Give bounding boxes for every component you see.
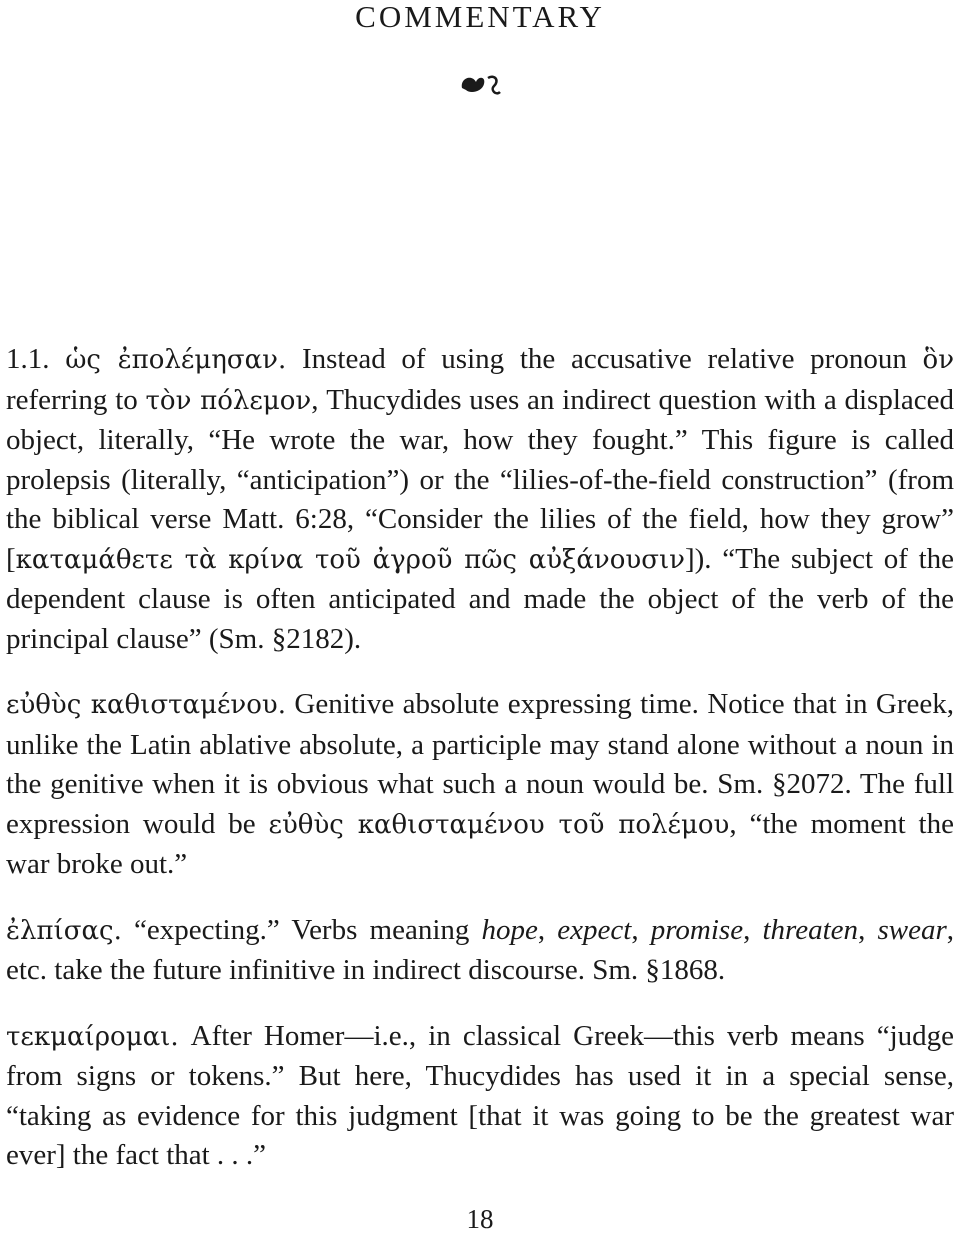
lemma: τεκμαίρομαι. bbox=[6, 1021, 179, 1052]
commentary-text: Genitive absolute expressing time. Notice that in Greek, unlike the Latin ablative absolute, a participle may stand alone without a noun in the genitive when it is obvious what such a noun would be. Sm. §2072. The full expression would be bbox=[6, 688, 954, 840]
greek-phrase: εὐθὺς καθισταμένου τοῦ πολέμου bbox=[268, 809, 730, 840]
commentary-text: , Thucydides uses an indirect question with a displaced object, literally, “He wrote the war, how they fought.” This figure is called prolepsis (literally, “anticipation”) or the “lilies-of-the-field construction” (from the biblical verse Matt. 6:28, “Consider the lilies of the field, how they grow” [ bbox=[6, 383, 954, 575]
separator: , bbox=[631, 913, 651, 946]
separator: , bbox=[858, 913, 878, 946]
commentary-text: , “the moment the war broke out.” bbox=[6, 807, 954, 880]
italic-term: swear bbox=[877, 913, 947, 946]
italic-term: hope bbox=[481, 913, 538, 946]
commentary-text: “expecting.” Verbs meaning bbox=[121, 913, 482, 946]
greek-phrase: τὸν πόλεμον bbox=[145, 385, 312, 416]
greek-quotation: καταμάθετε τὰ κρίνα τοῦ ἀγροῦ πῶς αὐξάνουσιν bbox=[15, 544, 685, 575]
commentary-text: ]). “The subject of the dependent clause is often anticipated and made the object of the verb of the principal clause” (Sm. §2182). bbox=[6, 542, 954, 655]
italic-term: expect bbox=[557, 913, 632, 946]
commentary-text: , etc. take the future infinitive in indirect discourse. Sm. §1868. bbox=[6, 913, 954, 986]
italic-term: promise bbox=[650, 913, 744, 946]
fleuron-icon bbox=[458, 70, 502, 100]
italic-term: threaten bbox=[762, 913, 859, 946]
page-number: 18 bbox=[466, 1204, 494, 1234]
separator: , bbox=[537, 913, 558, 946]
lemma: εὐθὺς καθισταμένου. bbox=[6, 690, 286, 720]
entry-elpisas bbox=[6, 911, 954, 991]
entry-genitive-absolute bbox=[6, 685, 954, 885]
line-reference: 1.1. bbox=[6, 343, 50, 375]
running-header: COMMENTARY bbox=[355, 0, 605, 34]
greek-word: ὃν bbox=[922, 345, 955, 375]
lemma: ἐλπίσας. bbox=[6, 915, 122, 946]
separator: , bbox=[743, 913, 763, 946]
commentary-text: referring to bbox=[6, 383, 146, 416]
commentary-text: After Homer—i.e., in classical Greek—this verb means “judge from signs or tokens.” But here, Thucydides has used it in a special sense, “taking as evidence for this judgment [that it was going to be the greatest war ever] the fact that . . .” bbox=[6, 1019, 954, 1171]
commentary-body bbox=[6, 340, 954, 1202]
lemma: ὡς ἐπολέμησαν. bbox=[65, 345, 287, 375]
entry-tekmairomai bbox=[6, 1017, 954, 1176]
entry-1-1 bbox=[6, 340, 954, 659]
commentary-text: Instead of using the accusative relative pronoun bbox=[286, 343, 923, 375]
